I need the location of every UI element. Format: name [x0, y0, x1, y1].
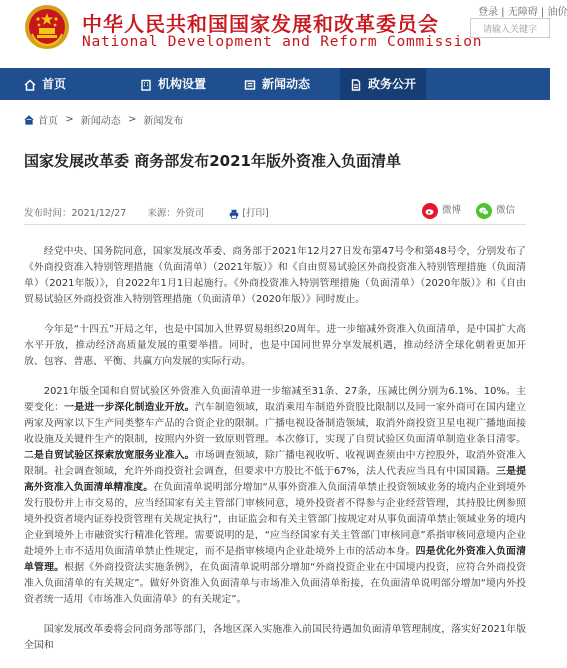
share-weibo-label: 微博 — [442, 205, 462, 216]
document-icon — [350, 79, 362, 91]
paragraph: 国家发展改革委将会同商务部等部门，各地区深入实施准入前国民待遇加负面清单管理制度，落实好2021年版全国和 — [24, 624, 526, 651]
home-icon — [24, 115, 34, 125]
share-wechat-label: 微信 — [496, 205, 516, 216]
article-meta — [24, 205, 269, 219]
print-icon — [229, 209, 239, 219]
nav-label: 新闻动态 — [262, 77, 311, 91]
share-weibo-button[interactable] — [422, 202, 461, 219]
nav-item-home[interactable] — [24, 68, 66, 100]
print-label: [打印] — [242, 208, 269, 219]
breadcrumb-news[interactable]: 新闻动态 — [80, 116, 121, 127]
site-header — [0, 0, 567, 68]
article-body — [24, 244, 526, 668]
paragraph: 经党中央、国务院同意，国家发展改革委、商务部于2021年12月27日发布第47号令和第48号令，分别发布了《外商投资准入特别管理措施（负面清单）（2021年版）》和《自由贸易试验区外商投资准入特别管理措施（负面清单）（2021年版）》，自2022年1月1日起施行。《外商投资准入特别管理措施（负面清单）（2020年版）》和《自由贸易试验区外商投资准入特别管理措施（负面清单）（2020年版）》同时废止。 — [24, 246, 526, 305]
meta-divider — [24, 224, 526, 225]
top-links[interactable]: 登录 | 无障碍 | 油价 — [478, 7, 567, 18]
nav-label: 机构设置 — [158, 77, 207, 91]
weibo-icon — [422, 203, 438, 219]
nav-item-government-affairs[interactable] — [340, 68, 426, 100]
site-title-en[interactable]: National Development and Reform Commission — [82, 34, 483, 50]
site-title-cn[interactable]: 中华人民共和国国家发展和改革委员会 — [82, 12, 439, 36]
breadcrumb-home[interactable]: 首页 — [38, 116, 58, 127]
nav-label: 首页 — [42, 77, 67, 91]
breadcrumb-sep: > — [127, 114, 137, 125]
paragraph: 今年是“十四五”开局之年，也是中国加入世界贸易组织20周年。进一步缩减外资准入负面清单，是中国扩大高水平开放，推动经济高质量发展的重要举措。同时，也是中国同世界分享发展机遇，推动经济全球化朝着更加开放、包容、普惠、平衡、共赢方向发展的实际行动。 — [24, 324, 526, 367]
news-icon — [244, 79, 256, 91]
print-button[interactable] — [229, 208, 268, 219]
share-wechat-button[interactable] — [476, 202, 515, 219]
home-icon — [24, 79, 36, 91]
nav-label: 政务公开 — [368, 77, 417, 91]
article-source: 来源：外资司 — [147, 208, 205, 219]
breadcrumb — [24, 112, 184, 127]
nav-item-organization[interactable] — [140, 68, 206, 100]
nav-item-news[interactable] — [244, 68, 310, 100]
article-title: 国家发展改革委 商务部发布2021年版外资准入负面清单 — [24, 152, 401, 170]
search-input[interactable]: 请输入关键字 — [470, 18, 550, 38]
national-emblem-icon[interactable] — [24, 4, 70, 50]
main-nav — [0, 68, 550, 100]
publish-date: 发布时间：2021/12/27 — [24, 208, 127, 219]
building-icon — [140, 79, 152, 91]
paragraph: 2021年版全国和自贸试验区外资准入负面清单进一步缩减至31条、27条，压减比例分别为6.1%、10%。主要变化：一是进一步深化制造业开放。汽车制造领域，取消乘用车制造外资股比限制以及同一家外商可在国内建立两家及两家以下生产同类整车产品的合资企业的限制。广播电视设备制造领域，取消外商投资卫星电视广播地面接收设施及关键件生产的限制，按照内外资一致原则管理。本次修订，实现了自贸试验区负面清单制造业条目清零。二是自贸试验区探索放宽服务业准入。市场调查领域，除广播电视收听、收视调查须由中方控股外，取消外资准入限制。社会调查领域，允许外商投资社会调查，但要求中方股比不低于67%，法人代表应当具有中国国籍。三是提高外资准入负面清单精准度。在负面清单说明部分增加“从事外资准入负面清单禁止投资领域业务的境内企业到境外发行股份并上市交易的，应当经国家有关主管部门审核同意，境外投资者不得参与企业经营管理，其持股比例参照境外投资者境内证券投资管理有关规定执行”，由证监会和有关主管部门按规定对从事负面清单禁止领域业务的境内企业到境外上市融资实行精准化管理。需要说明的是，“应当经国家有关主管部门审核同意”系指审核同意境内企业赴境外上市不适用负面清单禁止性规定，而不是指审核境内企业赴境外上市的活动本身。四是优化外资准入负面清单管理。根据《外商投资法实施条例》，在负面清单说明部分增加“外商投资企业在中国境内投资，应符合外商投资准入负面清单的有关规定”。做好外资准入负面清单与市场准入负面清单衔接，在负面清单说明部分增加“境内外投资者统一适用《市场准入负面清单》的有关规定”。 — [24, 386, 526, 605]
breadcrumb-sep: > — [65, 114, 74, 125]
breadcrumb-release[interactable]: 新闻发布 — [143, 116, 184, 127]
wechat-icon — [476, 203, 492, 219]
